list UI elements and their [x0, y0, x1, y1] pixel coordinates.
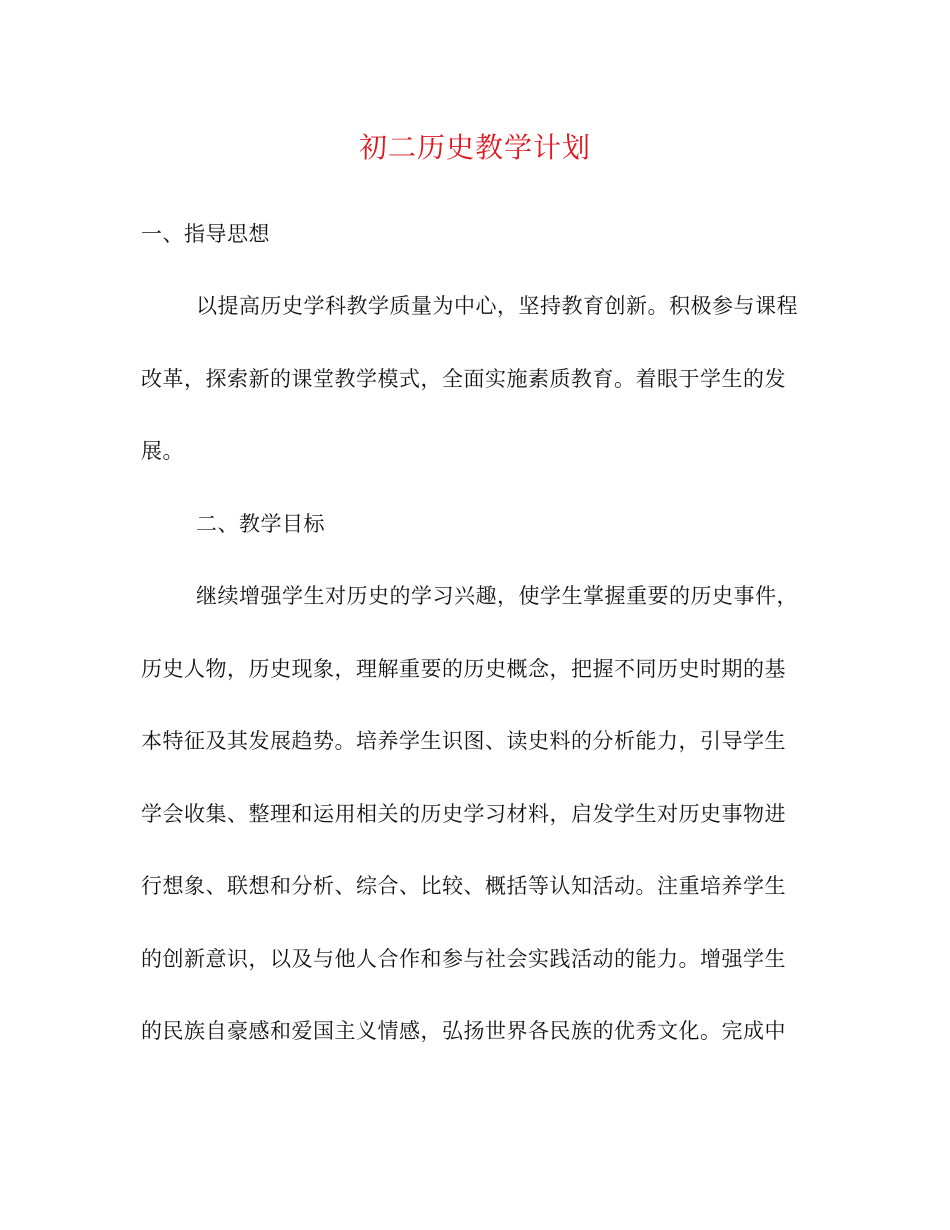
section-heading-guiding-thought: 一、指导思想 [141, 222, 270, 246]
section-heading-teaching-goals: 二、教学目标 [196, 512, 325, 536]
paragraph-line: 继续增强学生对历史的学习兴趣，使学生掌握重要的历史事件， [196, 584, 798, 608]
paragraph-line: 改革，探索新的课堂教学模式，全面实施素质教育。着眼于学生的发 [141, 367, 786, 391]
paragraph-line: 的民族自豪感和爱国主义情感，弘扬世界各民族的优秀文化。完成中 [141, 1019, 786, 1043]
paragraph-line: 的创新意识，以及与他人合作和参与社会实践活动的能力。增强学生 [141, 947, 786, 971]
paragraph-line: 学会收集、整理和运用相关的历史学习材料，启发学生对历史事物进 [141, 802, 786, 826]
paragraph-line: 行想象、联想和分析、综合、比较、概括等认知活动。注重培养学生 [141, 874, 786, 898]
paragraph-line: 本特征及其发展趋势。培养学生识图、读史料的分析能力，引导学生 [141, 729, 786, 753]
document-title: 初二历史教学计划 [358, 131, 591, 164]
paragraph-line: 历史人物，历史现象，理解重要的历史概念，把握不同历史时期的基 [141, 657, 786, 681]
paragraph-line: 展。 [141, 439, 184, 463]
paragraph-line: 以提高历史学科教学质量为中心，坚持教育创新。积极参与课程 [196, 294, 798, 318]
